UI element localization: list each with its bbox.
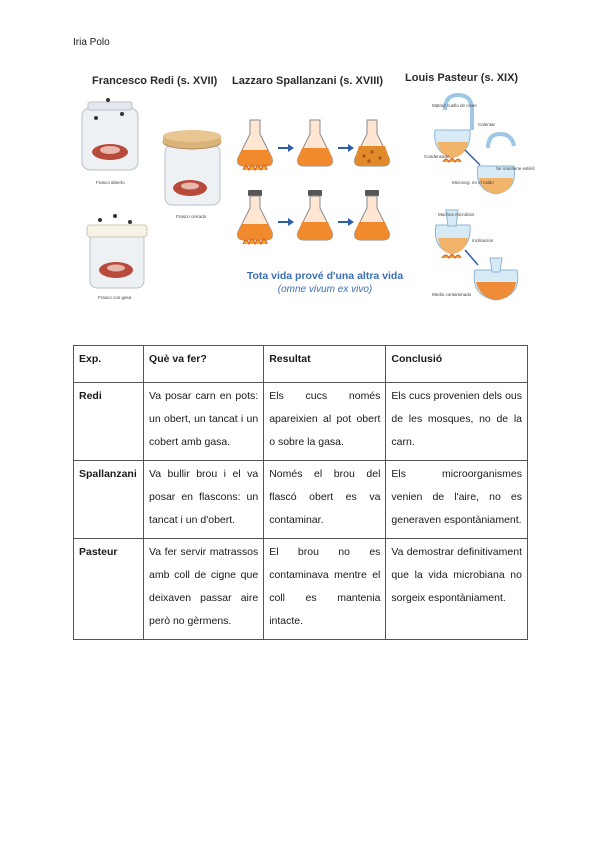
pasteur-label-2: Calentar xyxy=(478,122,496,127)
redi-open-jar xyxy=(82,98,138,170)
pasteur-label-1: Matraz cuello de cisne xyxy=(432,103,477,108)
row-result: Els cucs només apareixien al pot obert o sobre la gasa. xyxy=(264,383,386,461)
experiments-illustration xyxy=(60,70,535,310)
pasteur-label-7: Inclinación xyxy=(472,238,494,243)
redi-gauze-label: Frasco con gasa xyxy=(98,295,132,300)
pasteur-title: Louis Pasteur (s. XIX) xyxy=(405,72,519,84)
motto xyxy=(230,270,420,295)
author-name: Iria Polo xyxy=(73,37,110,48)
row-name: Spallanzani xyxy=(74,461,144,539)
pasteur-label-8: Medio contaminado xyxy=(432,292,472,297)
header-conclusion: Conclusió xyxy=(386,346,528,383)
motto-main: Tota vida prové d'una altra vida xyxy=(246,270,404,282)
row-what: Va bullir brou i el va posar en flascons: un tancat i un d'obert. xyxy=(144,461,264,539)
row-conclusion: Els microorganismes venien de l'aire, no es generaven espontàniament. xyxy=(386,461,528,539)
header-exp: Exp. xyxy=(74,346,144,383)
experiments-table xyxy=(73,345,528,640)
spallanzani-title: Lazzaro Spallanzani (s. XVIII) xyxy=(232,75,383,87)
row-result: Només el brou del flascó obert es va contaminar. xyxy=(264,461,386,539)
header-what: Què va fer? xyxy=(144,346,264,383)
row-conclusion: Va demostrar definitivament que la vida microbiana no sorgeix espontàniament. xyxy=(386,539,528,640)
row-name: Redi xyxy=(74,383,144,461)
table-header-row xyxy=(74,346,528,383)
redi-gauze-jar xyxy=(87,214,147,288)
header-result: Resultat xyxy=(264,346,386,383)
redi-closed-label: Frasco cerrado xyxy=(176,214,207,219)
table-row xyxy=(74,461,528,539)
redi-open-label: Frasco abierto xyxy=(96,180,125,185)
spallanzani-bottom-row xyxy=(238,190,390,244)
pasteur-label-3: Condensado xyxy=(424,154,450,159)
row-name: Pasteur xyxy=(74,539,144,640)
row-conclusion: Els cucs provenien dels ous de les mosques, no de la carn. xyxy=(386,383,528,461)
table-row xyxy=(74,539,528,640)
pasteur-label-4: Se mantiene estéril xyxy=(496,166,535,171)
table-row xyxy=(74,383,528,461)
pasteur-label-5: Microorg. en el caldo xyxy=(452,180,494,185)
redi-closed-jar xyxy=(163,130,221,205)
pasteur-flasks xyxy=(435,95,518,300)
pasteur-label-6: Muchos microbios xyxy=(438,212,475,217)
redi-title: Francesco Redi (s. XVII) xyxy=(92,75,218,87)
row-what: Va posar carn en pots: un obert, un tancat i un cobert amb gasa. xyxy=(144,383,264,461)
spallanzani-top-row xyxy=(238,120,390,170)
row-what: Va fer servir matrassos amb coll de cigne que deixaven passar aire però no gèrmens. xyxy=(144,539,264,640)
motto-latin: (omne vivum ex vivo) xyxy=(277,284,373,295)
row-result: El brou no es contaminava mentre el coll es mantenia intacte. xyxy=(264,539,386,640)
